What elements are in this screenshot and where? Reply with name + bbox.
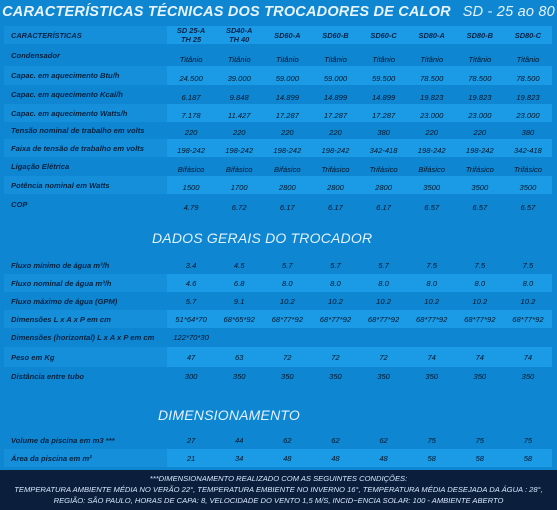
cell-value: 6.17 xyxy=(279,203,295,212)
footer-line-2: TEMPERATURA AMBIENTE MÉDIA NO VERÃO 22°, TEMPERATURA EMBIENTE NO INVERNO 16°, TEMPERATURA MÉDIA DESEJADA DA ÁGUA : 28°, xyxy=(14,485,543,494)
cell-value: 198-242 xyxy=(263,139,311,157)
cell-value: 198-242 xyxy=(215,139,263,157)
cell-value: 6.57 xyxy=(472,203,488,212)
cell-value: 7.5 xyxy=(474,260,486,270)
cell-value: 23.000 xyxy=(456,104,504,122)
cell-value: 198-242 xyxy=(167,139,215,157)
cell-value: 62 xyxy=(379,436,388,445)
cell-value: 3500 xyxy=(504,176,552,194)
cell-value: 68*77*92 xyxy=(408,310,456,328)
cell-value: 68*77*92 xyxy=(456,310,504,328)
cell-value: Trifásico xyxy=(369,165,398,174)
cell-value: 72 xyxy=(263,347,311,367)
cell-value: 34 xyxy=(215,449,263,467)
cell-value: 220 xyxy=(184,128,198,137)
cell-value: 48 xyxy=(360,449,408,467)
row-label: Faixa de tensão de trabalho em volts xyxy=(4,139,167,157)
cell-value: 4.5 xyxy=(233,260,245,270)
cell-value: 2800 xyxy=(311,176,359,194)
model-header: SD80-A xyxy=(408,26,456,44)
cell-value: 14.899 xyxy=(323,93,348,102)
row-label: Fluxo máximo de água (GPM) xyxy=(11,296,118,306)
cell-value xyxy=(456,328,504,347)
cell-value: Titânio xyxy=(468,55,492,64)
table-row xyxy=(4,347,552,367)
cell-value xyxy=(504,328,552,347)
table-row xyxy=(4,449,552,467)
spec-header-label: CARACTERÍSTICAS xyxy=(4,26,167,44)
specs-table xyxy=(4,26,552,214)
row-label: Ligação Elétrica xyxy=(11,162,70,171)
cell-value: 8.0 xyxy=(263,274,311,292)
cell-value: 59.500 xyxy=(360,66,408,85)
table-row xyxy=(4,292,552,310)
cell-value: 7.5 xyxy=(426,260,437,270)
row-label: Condensador xyxy=(11,50,60,60)
table-row xyxy=(4,194,552,214)
table-row xyxy=(4,310,552,328)
cell-value: 7.178 xyxy=(167,104,215,122)
cell-value: 198-242 xyxy=(408,139,456,157)
cell-value xyxy=(215,328,263,347)
cell-value: 68*65*92 xyxy=(215,310,263,328)
cell-value: Titânio xyxy=(420,55,444,64)
cell-value: 10.2 xyxy=(424,296,440,306)
cell-value: 300 xyxy=(184,371,198,381)
sizing-table xyxy=(4,432,552,467)
cell-value: 9.1 xyxy=(233,296,245,306)
cell-value: 11.427 xyxy=(215,104,263,122)
cell-value: 59.000 xyxy=(311,66,359,85)
cell-value: 8.0 xyxy=(311,274,359,292)
cell-value: 62 xyxy=(331,436,340,445)
cell-value: 122*70*30 xyxy=(173,333,209,342)
row-label: Dimensões (horizontal) L x A x P em cm xyxy=(11,333,155,342)
table-row xyxy=(4,122,552,139)
cell-value: 5.7 xyxy=(378,260,389,270)
model-header: SD80-B xyxy=(456,26,504,44)
cell-value: 220 xyxy=(425,128,439,137)
cell-value: 72 xyxy=(311,347,359,367)
cell-value: 47 xyxy=(167,347,215,367)
cell-value: Titânio xyxy=(179,55,203,64)
cell-value: 5.7 xyxy=(330,260,341,270)
cell-value: 39.000 xyxy=(215,66,263,85)
cell-value: 19.823 xyxy=(420,93,444,102)
cell-value: 10.2 xyxy=(279,296,295,306)
cell-value: 10.2 xyxy=(472,296,488,306)
cell-value: 17.287 xyxy=(311,104,359,122)
row-label: Fluxo mínimo de água m³/h xyxy=(11,260,110,270)
cell-value: 5.7 xyxy=(185,296,197,306)
cell-value: 17.287 xyxy=(263,104,311,122)
cell-value: 24.500 xyxy=(167,66,215,85)
cell-value: Titânio xyxy=(372,55,395,64)
cell-value: 68*77*92 xyxy=(504,310,552,328)
page-title xyxy=(0,4,557,20)
cell-value: Titânio xyxy=(275,55,299,64)
row-label: Capac. em aquecimento Kcal/h xyxy=(11,90,123,99)
cell-value: 23.000 xyxy=(408,104,456,122)
table-row xyxy=(4,328,552,347)
model-header: SD40-A TH 40 xyxy=(215,26,263,44)
cell-value: 17.287 xyxy=(360,104,408,122)
cell-value: 8.0 xyxy=(504,274,552,292)
model-header: SD60-A xyxy=(263,26,311,44)
cell-value: 59.000 xyxy=(263,66,311,85)
cell-value: 342-418 xyxy=(360,139,408,157)
row-label: Volume da piscina em m3 *** xyxy=(11,436,115,445)
cell-value: 8.0 xyxy=(456,274,504,292)
cell-value: 7.5 xyxy=(522,260,534,270)
cell-value: 350 xyxy=(232,371,246,381)
cell-value: 21 xyxy=(167,449,215,467)
row-label: Capac. em aquecimento Watts/h xyxy=(4,104,167,122)
cell-value: 5.7 xyxy=(282,260,293,270)
cell-value: 220 xyxy=(280,128,294,137)
table-row xyxy=(4,176,552,194)
cell-value: 78.500 xyxy=(456,66,504,85)
cell-value: 75 xyxy=(427,436,436,445)
cell-value: 6.17 xyxy=(328,203,343,212)
sizing-heading: DIMENSIONAMENTO xyxy=(158,407,300,423)
cell-value: 58 xyxy=(408,449,456,467)
cell-value: 4.6 xyxy=(167,274,215,292)
cell-value: 74 xyxy=(456,347,504,367)
cell-value: 350 xyxy=(329,371,342,381)
cell-value: 51*64*70 xyxy=(167,310,215,328)
cell-value xyxy=(408,328,456,347)
cell-value: 3.4 xyxy=(185,260,197,270)
cell-value: 48 xyxy=(311,449,359,467)
cell-value: 75 xyxy=(475,436,485,445)
row-label: Peso em Kg xyxy=(4,347,167,367)
cell-value: 14.899 xyxy=(371,93,396,102)
table-row xyxy=(4,44,552,66)
cell-value: 2800 xyxy=(263,176,311,194)
model-header: SD60-B xyxy=(311,26,359,44)
cell-value: 23.000 xyxy=(504,104,552,122)
cell-value xyxy=(311,328,359,347)
cell-value: 6.57 xyxy=(424,203,440,212)
row-label: Área da piscina em m² xyxy=(4,449,167,467)
cell-value: 58 xyxy=(504,449,552,467)
model-header: SD 25-A TH 25 xyxy=(167,26,215,44)
cell-value: 63 xyxy=(215,347,263,367)
table-row xyxy=(4,85,552,104)
table-row xyxy=(4,256,552,274)
footer-line-3: REGIÃO: SÃO PAULO, HORAS DE CAPA: 8, VELOCIDADE DO VENTO 1,5 M/S, INCID~ENCIA SOLAR: 100 - AMBIENTE ABERTO xyxy=(53,496,504,505)
cell-value: Titânio xyxy=(324,55,347,64)
table-row xyxy=(4,139,552,157)
cell-value: 198-242 xyxy=(456,139,504,157)
cell-value: Bifásico xyxy=(418,165,445,174)
cell-value: 68*77*92 xyxy=(311,310,359,328)
cell-value: 6.57 xyxy=(520,203,536,212)
cell-value: 380 xyxy=(377,128,390,137)
cell-value: Bifásico xyxy=(274,165,301,174)
cell-value: Bifásico xyxy=(225,165,253,174)
cell-value: 350 xyxy=(425,371,439,381)
general-data-table xyxy=(4,256,552,385)
row-label: Fluxo nominal de água m³/h xyxy=(4,274,167,292)
title-main: CARACTERÍSTICAS TÉCNICAS DOS TROCADORES DE CALOR xyxy=(2,4,451,20)
cell-value: 1500 xyxy=(167,176,215,194)
cell-value: 350 xyxy=(473,371,487,381)
footer-line-1: ***DIMENSIONAMENTO REALIZADO COM AS SEGUINTES CONDIÇÕES: xyxy=(149,474,408,483)
cell-value: 78.500 xyxy=(408,66,456,85)
row-label: COP xyxy=(11,199,28,209)
cell-value: Trifásico xyxy=(465,165,494,174)
cell-value: 350 xyxy=(521,371,535,381)
cell-value: Titânio xyxy=(516,55,540,64)
cell-value: 350 xyxy=(280,371,294,381)
cell-value: Trifásico xyxy=(513,165,542,174)
cell-value: 380 xyxy=(521,128,535,137)
footer-notes xyxy=(0,470,557,510)
row-label: Tensão nominal de trabalho em volts xyxy=(11,126,145,135)
cell-value: 342-418 xyxy=(504,139,552,157)
spec-header-row xyxy=(4,26,552,44)
cell-value: 2800 xyxy=(360,176,408,194)
model-header: SD60-C xyxy=(360,26,408,44)
cell-value: 8.0 xyxy=(408,274,456,292)
cell-value: 220 xyxy=(329,128,342,137)
table-row xyxy=(4,66,552,85)
cell-value: 14.899 xyxy=(275,93,299,102)
cell-value: 19.823 xyxy=(516,93,540,102)
table-row xyxy=(4,432,552,449)
cell-value: Trifásico xyxy=(321,165,350,174)
cell-value: 48 xyxy=(263,449,311,467)
cell-value: 1700 xyxy=(215,176,263,194)
cell-value: 6.17 xyxy=(376,203,391,212)
cell-value xyxy=(360,328,408,347)
table-row xyxy=(4,367,552,385)
cell-value: 6.8 xyxy=(215,274,263,292)
cell-value: 78.500 xyxy=(504,66,552,85)
cell-value: 68*77*92 xyxy=(263,310,311,328)
row-label: Capac. em aquecimento Btu/h xyxy=(4,66,167,85)
row-label: Dimensões L x A x P em cm xyxy=(4,310,167,328)
cell-value: 19.823 xyxy=(468,93,492,102)
cell-value: 6.187 xyxy=(181,93,201,102)
cell-value: 220 xyxy=(473,128,487,137)
cell-value: 27 xyxy=(186,436,196,445)
cell-value: 10.2 xyxy=(376,296,391,306)
cell-value: 350 xyxy=(377,371,390,381)
cell-value: 220 xyxy=(232,128,246,137)
cell-value: 10.2 xyxy=(520,296,536,306)
cell-value: 74 xyxy=(504,347,552,367)
cell-value: Titânio xyxy=(227,55,251,64)
cell-value: 74 xyxy=(408,347,456,367)
general-data-heading: DADOS GERAIS DO TROCADOR xyxy=(152,230,373,246)
cell-value: Bifásico xyxy=(177,165,205,174)
cell-value xyxy=(263,328,311,347)
cell-value: 58 xyxy=(456,449,504,467)
row-label: Potência nominal em Watts xyxy=(4,176,167,194)
cell-value: 4.79 xyxy=(183,203,199,212)
cell-value: 9.848 xyxy=(229,93,249,102)
cell-value: 75 xyxy=(523,436,533,445)
table-row xyxy=(4,274,552,292)
cell-value: 68*77*92 xyxy=(360,310,408,328)
cell-value: 6.72 xyxy=(231,203,247,212)
cell-value: 62 xyxy=(283,436,292,445)
title-models-range: SD - 25 ao 80 xyxy=(462,4,555,20)
table-row xyxy=(4,104,552,122)
cell-value: 198-242 xyxy=(311,139,359,157)
cell-value: 8.0 xyxy=(360,274,408,292)
model-header: SD80-C xyxy=(504,26,552,44)
cell-value: 72 xyxy=(360,347,408,367)
cell-value: 10.2 xyxy=(328,296,343,306)
cell-value: 44 xyxy=(234,436,244,445)
row-label: Distância entre tubo xyxy=(11,371,84,381)
cell-value: 3500 xyxy=(456,176,504,194)
cell-value: 3500 xyxy=(408,176,456,194)
table-row xyxy=(4,157,552,176)
